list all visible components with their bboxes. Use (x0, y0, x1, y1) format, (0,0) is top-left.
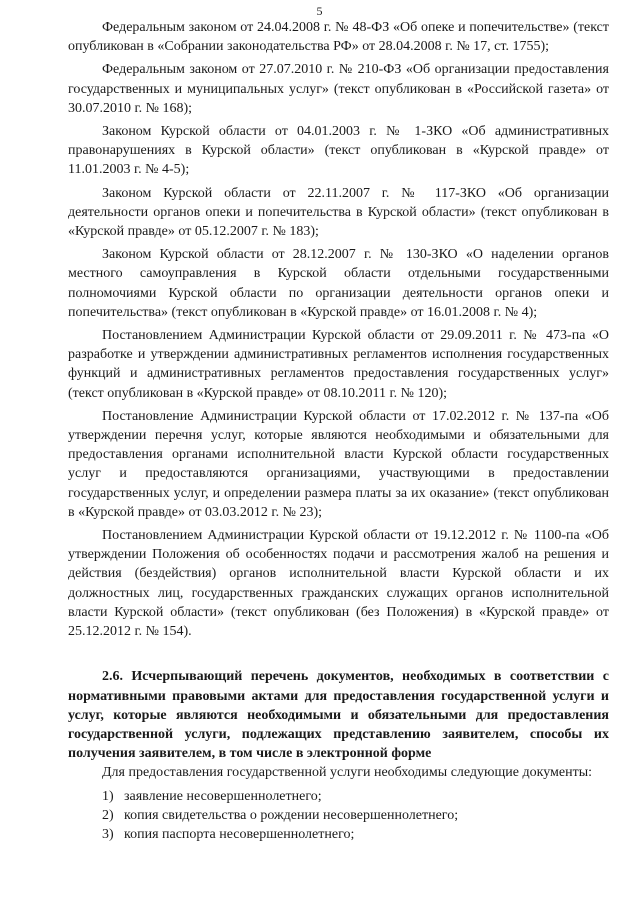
section-intro: Для предоставления государственной услуги необходимы следующие документы: (102, 765, 593, 781)
paragraph-law-48fz: Федеральным законом от 24.04.2008 г. № 48-ФЗ «Об опеке и попечительстве» (текст опубликован в «Собрании законодательства РФ» от 28.04.2008 г. № 17, ст. 1755); (68, 20, 609, 55)
list-item: 3) копия паспорта несовершеннолетнего; (102, 826, 355, 842)
list-item: 2) копия свидетельства о рождении несовершеннолетнего; (102, 807, 459, 823)
list-item: 1) заявление несовершеннолетнего; (102, 788, 322, 804)
paragraph-decree-137pa: Постановление Администрации Курской области от 17.02.2012 г. № 137-па «Об утверждении перечня услуг, которые являются необходимыми и обязательными для предоставления органами исполнительной власти Курской области государственных услуг и предоставляются организациями, участвующими в предоставлении государственных услуг, и определении размера платы за их оказание» (текст опубликован в «Курской правде» от 03.03.2012 г. № 23); (68, 408, 609, 520)
document-body (68, 18, 609, 844)
paragraph-law-1zko: Законом Курской области от 04.01.2003 г. № 1-ЗКО «Об административных правонарушениях в Курской области» (текст опубликован в «Курской правде» от 11.01.2003 г. № 4-5); (68, 124, 609, 178)
section-heading: 2.6. Исчерпывающий перечень документов, необходимых в соответствии с нормативными правовыми актами для предоставления государственной услуги и услуг, которые являются необходимыми и обязательными для предоставления государственной услуги, подлежащих представлению заявителем, способы их получения заявителем, в том числе в электронной форме (68, 669, 609, 762)
paragraph-decree-1100pa: Постановлением Администрации Курской области от 19.12.2012 г. № 1100-па «Об утверждении Положения об особенностях подачи и рассмотрения жалоб на решения и действия (бездействия) органов исполнительной власти Курской области и их должностных лиц, государственных гражданских служащих органов исполнительной власти Курской области» (текст опубликован (без Положения) в «Курской правде» от 25.12.2012 г. № 154). (68, 528, 609, 640)
page-number: 5 (316, 4, 323, 18)
paragraph-law-117zko: Законом Курской области от 22.11.2007 г. № 117-ЗКО «Об организации деятельности органов опеки и попечительства в Курской области» (текст опубликован в «Курской правде» от 05.12.2007 г. № 183); (68, 185, 609, 240)
paragraph-decree-473pa: Постановлением Администрации Курской области от 29.09.2011 г. № 473-па «О разработке и утверждении административных регламентов исполнения государственных функций и административных регламентов предоставления государственных услуг» (текст опубликован в «Курской правде» от 08.10.2011 г. № 120); (68, 328, 609, 401)
document-list (68, 787, 609, 845)
paragraph-law-210fz: Федеральным законом от 27.07.2010 г. № 210-ФЗ «Об организации предоставления государственных и муниципальных услуг» (текст опубликован в «Российской газета» от 30.07.2010 г. № 168); (68, 62, 609, 116)
paragraph-law-130zko: Законом Курской области от 28.12.2007 г. № 130-ЗКО «О наделении органов местного самоуправления в Курской области отдельными государственными полномочиями Курской области по организации деятельности органов опеки и попечительства» (текст опубликован в «Курской правде» от 16.01.2008 г. № 4); (68, 247, 609, 320)
